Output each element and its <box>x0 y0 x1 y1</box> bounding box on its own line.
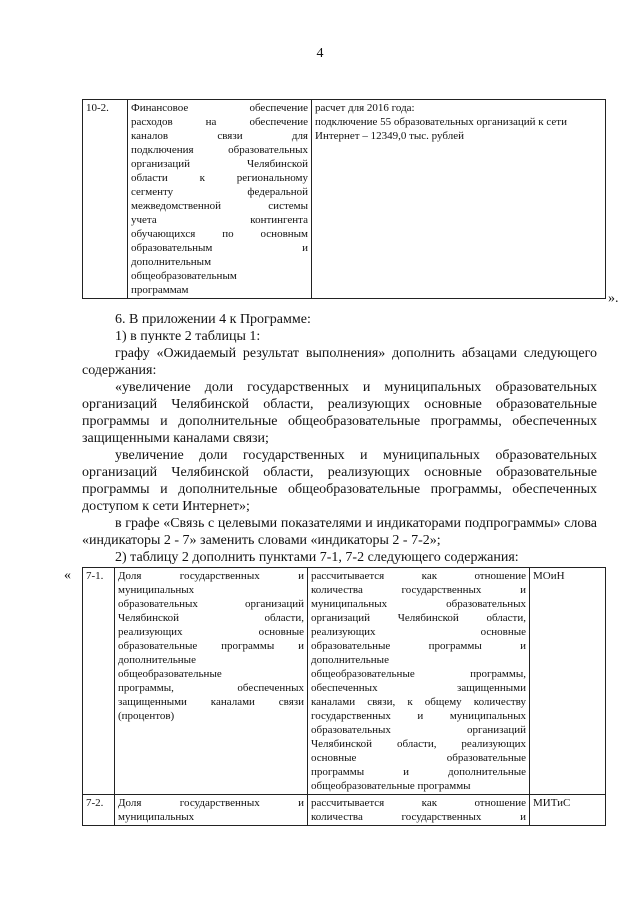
cell-line: общеобразовательные программы, <box>311 668 526 680</box>
cell-line: дополнительные <box>311 654 389 666</box>
cell-line: каналов связи для <box>131 130 308 142</box>
cell-line: образовательные программы и <box>118 640 304 652</box>
cell-line: подключения образовательных <box>131 144 308 156</box>
cell-line: организаций Челябинской <box>131 158 308 170</box>
responsible-cell: МИТиС <box>530 795 606 826</box>
cell-line: реализующих основные <box>311 626 526 638</box>
cell-line: муниципальных <box>118 584 195 596</box>
cell-line: межведомственной системы <box>131 200 308 212</box>
calculation-line: расчет для 2016 года: <box>315 102 415 114</box>
indicator-name <box>118 796 304 824</box>
cell-line: муниципальных <box>118 811 195 823</box>
cell-line: программы, обеспеченных <box>118 682 304 694</box>
cell-line: расходов на обеспечение <box>131 116 308 128</box>
paragraph: 2) таблицу 2 дополнить пунктами 7-1, 7-2 следующего содержания: <box>115 550 519 565</box>
cell-line: Челябинской области, реализующих <box>311 738 526 750</box>
cell-line: учета контингента <box>131 214 308 226</box>
cell-line: Доля государственных и <box>118 797 304 809</box>
indicator-name <box>118 569 304 723</box>
row-number: 7-2. <box>83 795 115 826</box>
paragraph: увеличение доли государственных и муниципальных образовательных организаций Челябинской области, реализующих основные образовательные программы и дополнительные общеобразовательные программы, обеспеченных доступом к сети Интернет»; <box>82 448 597 514</box>
cell-line: обеспеченных защищенными <box>311 682 526 694</box>
paragraph: 6. В приложении 4 к Программе: <box>115 312 311 327</box>
paragraph: 1) в пункте 2 таблицы 1: <box>115 329 261 344</box>
cell-line: государственных и муниципальных <box>311 710 526 722</box>
cell-line: реализующих основные <box>118 626 304 638</box>
cell-line: количества государственных и <box>311 811 526 823</box>
cell-line: сегменту федеральной <box>131 186 308 198</box>
funding-table <box>82 99 606 299</box>
indicator-calculation <box>311 796 526 824</box>
cell-line: программы и дополнительные <box>311 766 526 778</box>
paragraph: графу «Ожидаемый результат выполнения» дополнить абзацами следующего содержания: <box>82 346 597 378</box>
calculation-line: подключение 55 образовательных организаций к сети Интернет – 12349,0 тыс. рублей <box>315 116 567 142</box>
cell-line: организаций Челябинской области, <box>311 612 526 624</box>
cell-line: области к региональному <box>131 172 308 184</box>
responsible-cell: МОиН <box>530 568 606 795</box>
cell-line: дополнительным <box>131 256 212 268</box>
cell-line: дополнительные <box>118 654 196 666</box>
cell-line: рассчитывается как отношение <box>311 570 526 582</box>
row-name-cell <box>128 100 312 299</box>
cell-line: Доля государственных и <box>118 570 304 582</box>
row-name <box>131 101 308 297</box>
indicator-name-cell <box>115 568 308 795</box>
closing-quote-mark: ». <box>608 291 619 306</box>
cell-line: образовательных организаций <box>118 598 304 610</box>
indicators-table <box>82 567 606 826</box>
cell-line: программам <box>131 284 189 296</box>
cell-line: рассчитывается как отношение <box>311 797 526 809</box>
paragraph: «увеличение доли государственных и муниципальных образовательных организаций Челябинской области, реализующих основные образовательные программы и дополнительные общеобразовательные программы, обеспеченных защищенными каналами связи; <box>82 380 597 446</box>
table-row <box>83 100 606 299</box>
page-number: 4 <box>316 46 324 61</box>
table-row <box>83 568 606 795</box>
row-calculation-cell <box>312 100 606 299</box>
cell-line: образовательным и <box>131 242 308 254</box>
row-number: 10-2. <box>83 100 128 299</box>
indicator-name-cell <box>115 795 308 826</box>
cell-line: общеобразовательным <box>131 270 237 282</box>
cell-line: образовательных организаций <box>311 724 526 736</box>
paragraph: в графе «Связь с целевыми показателями и индикаторами подпрограммы» слова «индикаторы 2 - 7» заменить словами «индикаторы 2 - 7-2»; <box>82 516 597 548</box>
opening-quote-mark: « <box>64 568 71 583</box>
cell-line: количества государственных и <box>311 584 526 596</box>
cell-line: общеобразовательные <box>118 668 222 680</box>
indicator-calculation-cell <box>308 795 530 826</box>
cell-line: защищенными каналами связи <box>118 696 304 708</box>
cell-line: (процентов) <box>118 710 175 722</box>
cell-line: Финансовое обеспечение <box>131 102 308 114</box>
table-row <box>83 795 606 826</box>
cell-line: муниципальных образовательных <box>311 598 526 610</box>
cell-line: образовательные программы и <box>311 640 526 652</box>
indicator-calculation-cell <box>308 568 530 795</box>
cell-line: обучающихся по основным <box>131 228 308 240</box>
cell-line: Челябинской области, <box>118 612 304 624</box>
cell-line: общеобразовательные программы <box>311 780 471 792</box>
indicator-calculation <box>311 569 526 793</box>
cell-line: основные образовательные <box>311 752 526 764</box>
row-number: 7-1. <box>83 568 115 795</box>
cell-line: каналами связи, к общему количеству <box>311 696 526 708</box>
